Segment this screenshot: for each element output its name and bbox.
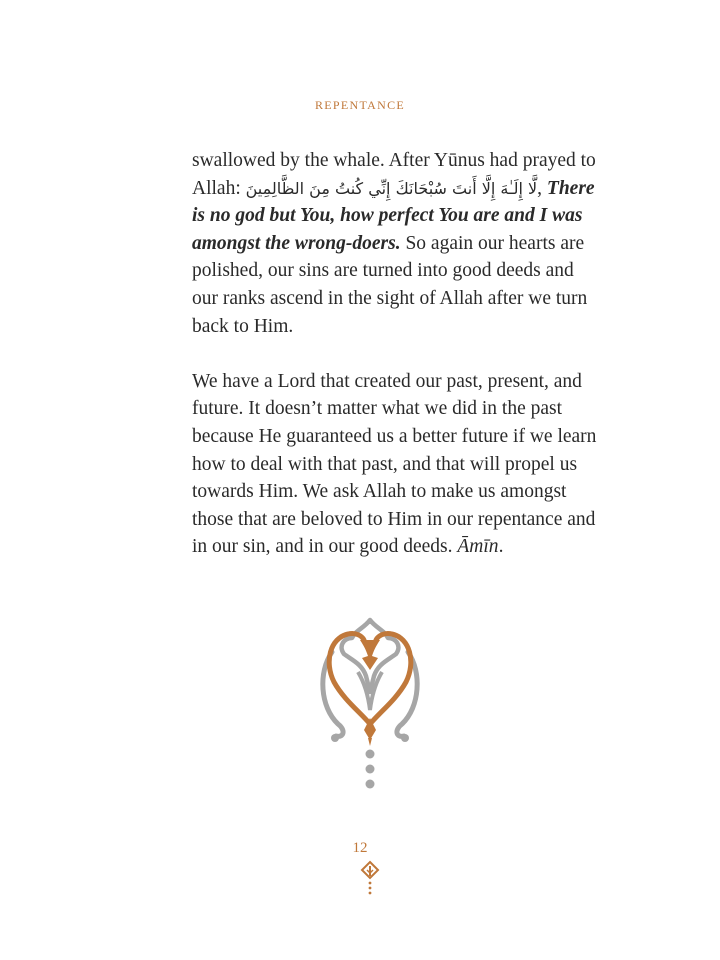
body-text-span: We have a Lord that created our past, present, and: [192, 370, 582, 392]
running-head: REPENTANCE: [314, 98, 406, 112]
body-text-span: towards Him. We ask Allah to make us amongst: [192, 481, 567, 503]
body-text-span: ,: [537, 177, 547, 199]
text-line: [192, 230, 585, 258]
body-text-span: because He guaranteed us a better future if we learn: [192, 425, 597, 447]
text-line: [192, 285, 588, 313]
text-line: [192, 257, 574, 285]
translation-text: is no god but You, how perfect You are and I was: [192, 205, 583, 227]
translation-text: There: [546, 177, 595, 199]
text-line: [192, 506, 596, 534]
italic-text: Āmīn: [457, 536, 499, 558]
body-text-span: in our sin, and in our good deeds.: [192, 536, 458, 558]
body-text-span: our ranks ascend in the sight of Allah after we turn: [192, 287, 588, 309]
text-line: [192, 478, 567, 506]
body-text-span: those that are beloved to Him in our repentance and: [192, 508, 596, 530]
body-text-span: future. It doesn’t matter what we did in the past: [192, 398, 563, 420]
floral-heart-ornament-icon: [310, 612, 430, 792]
text-line: [192, 147, 596, 175]
folio-ornament-icon: [358, 860, 382, 896]
body-text-span: polished, our sins are turned into good deeds and: [192, 260, 574, 282]
translation-text: amongst the wrong-doers.: [192, 232, 401, 254]
paragraph-1: [192, 147, 596, 340]
paragraph-gap: [192, 340, 552, 368]
body-text-span: Allah:: [192, 177, 246, 199]
text-line: [192, 368, 582, 396]
body-text-span: .: [498, 536, 504, 558]
body-text-span: swallowed by the whale. After Yūnus had prayed to: [192, 150, 596, 171]
body-text: [192, 147, 597, 561]
text-line: [192, 451, 578, 479]
arabic-verse: لَّا إِلَـٰهَ إِلَّا أَنتَ سُبْحَانَكَ إِنِّي كُنتُ مِنَ الظَّالِمِينَ: [245, 178, 538, 198]
text-line: [192, 423, 597, 451]
body-text-span: how to deal with that past, and that will propel us: [192, 453, 578, 475]
text-line: [192, 202, 583, 230]
page-number: 12: [352, 840, 368, 856]
text-line: [192, 395, 563, 423]
body-text-span: back to Him.: [192, 315, 294, 337]
body-text-span: So again our hearts are: [400, 232, 585, 254]
paragraph-2: [192, 368, 597, 561]
text-line: [192, 175, 595, 203]
text-line: [192, 313, 552, 341]
text-line: [192, 533, 552, 561]
